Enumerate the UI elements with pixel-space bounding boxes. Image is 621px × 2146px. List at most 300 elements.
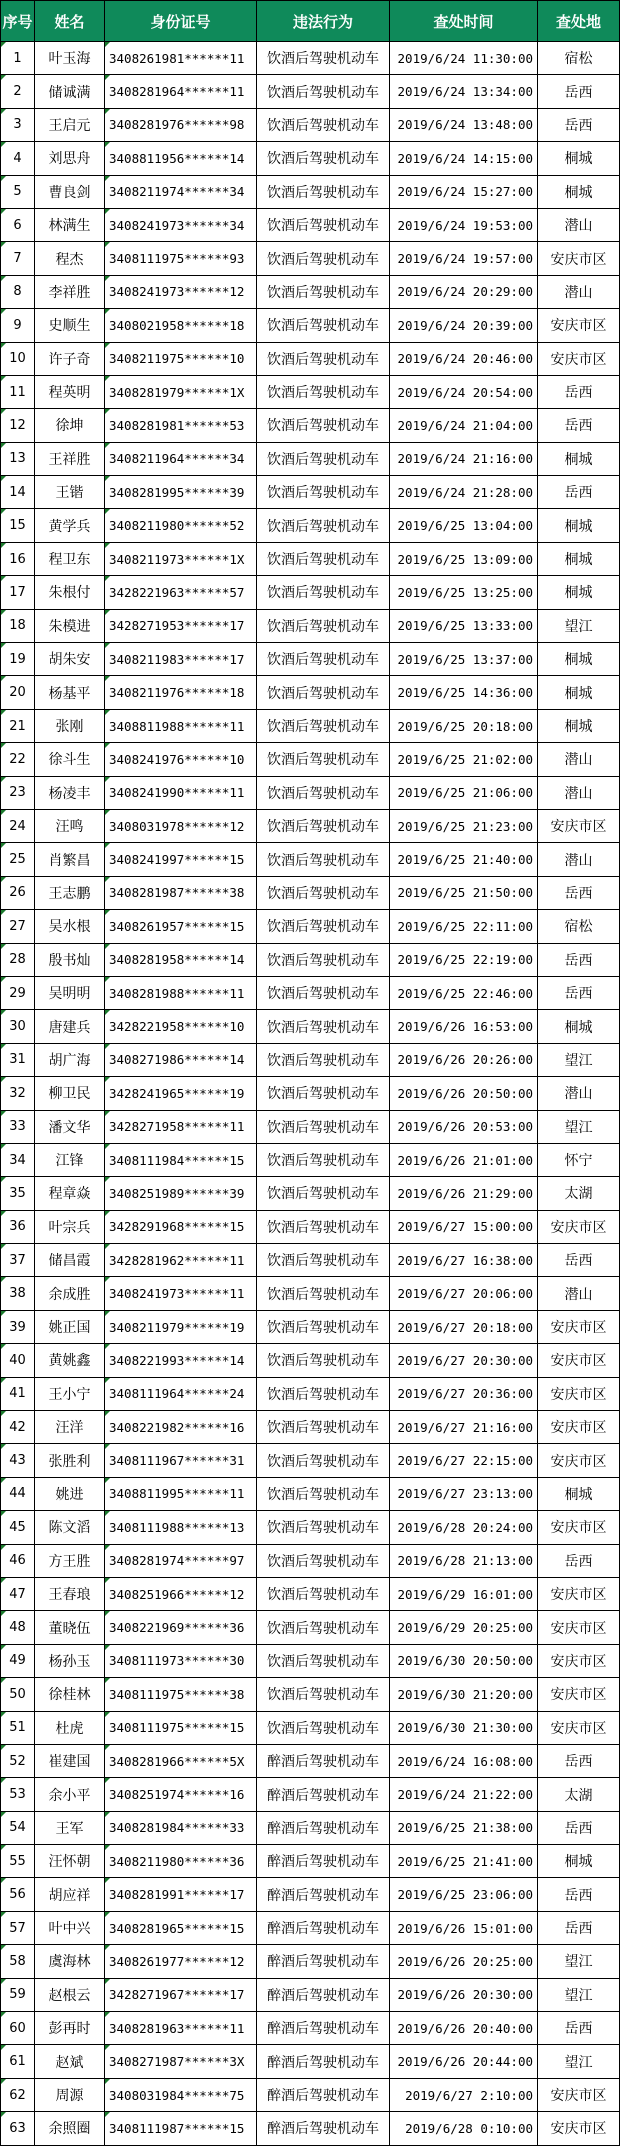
cell-place[interactable]: 岳西 — [538, 1812, 620, 1844]
cell-time[interactable]: 2019/6/27 21:16:00 — [390, 1411, 538, 1443]
cell-id-number[interactable]: 3408251989******39 — [105, 1177, 257, 1209]
cell-time[interactable]: 2019/6/26 20:53:00 — [390, 1111, 538, 1143]
cell-no[interactable]: 41 — [1, 1378, 35, 1410]
cell-time[interactable]: 2019/6/24 20:54:00 — [390, 376, 538, 408]
cell-place[interactable]: 桐城 — [538, 710, 620, 742]
cell-id-number[interactable]: 3428281962******11 — [105, 1244, 257, 1276]
cell-no[interactable]: 31 — [1, 1044, 35, 1076]
cell-place[interactable]: 岳西 — [538, 2012, 620, 2044]
cell-place[interactable]: 岳西 — [538, 1912, 620, 1944]
cell-name[interactable]: 黄姚鑫 — [35, 1344, 105, 1376]
cell-name[interactable]: 程卫东 — [35, 543, 105, 575]
cell-time[interactable]: 2019/6/25 22:11:00 — [390, 910, 538, 942]
cell-place[interactable]: 太湖 — [538, 1177, 620, 1209]
cell-place[interactable]: 安庆市区 — [538, 1678, 620, 1710]
cell-name[interactable]: 朱根付 — [35, 576, 105, 608]
cell-time[interactable]: 2019/6/24 21:16:00 — [390, 443, 538, 475]
cell-time[interactable]: 2019/6/24 21:28:00 — [390, 476, 538, 508]
cell-name[interactable]: 储昌霞 — [35, 1244, 105, 1276]
cell-id-number[interactable]: 3408031984******75 — [105, 2079, 257, 2111]
cell-time[interactable]: 2019/6/25 20:18:00 — [390, 710, 538, 742]
cell-id-number[interactable]: 3408281987******38 — [105, 877, 257, 909]
cell-time[interactable]: 2019/6/30 20:50:00 — [390, 1645, 538, 1677]
cell-place[interactable]: 桐城 — [538, 643, 620, 675]
cell-violation[interactable]: 醉酒后驾驶机动车 — [257, 1845, 390, 1877]
cell-time[interactable]: 2019/6/24 20:39:00 — [390, 309, 538, 341]
cell-id-number[interactable]: 3408281981******53 — [105, 409, 257, 441]
header-violation[interactable]: 违法行为 — [257, 1, 390, 41]
cell-no[interactable]: 14 — [1, 476, 35, 508]
cell-violation[interactable]: 饮酒后驾驶机动车 — [257, 1678, 390, 1710]
cell-id-number[interactable]: 3408281964******11 — [105, 75, 257, 107]
cell-no[interactable]: 50 — [1, 1678, 35, 1710]
cell-name[interactable]: 汪鸣 — [35, 810, 105, 842]
cell-place[interactable]: 安庆市区 — [538, 1511, 620, 1543]
cell-no[interactable]: 54 — [1, 1812, 35, 1844]
cell-id-number[interactable]: 3408221969******36 — [105, 1611, 257, 1643]
cell-time[interactable]: 2019/6/25 13:04:00 — [390, 509, 538, 541]
header-time[interactable]: 查处时间 — [390, 1, 538, 41]
cell-time[interactable]: 2019/6/24 15:27:00 — [390, 176, 538, 208]
cell-violation[interactable]: 醉酒后驾驶机动车 — [257, 1979, 390, 2011]
cell-no[interactable]: 3 — [1, 109, 35, 141]
cell-place[interactable]: 望江 — [538, 1111, 620, 1143]
cell-name[interactable]: 杨基平 — [35, 676, 105, 708]
cell-no[interactable]: 62 — [1, 2079, 35, 2111]
cell-name[interactable]: 史顺生 — [35, 309, 105, 341]
cell-id-number[interactable]: 3408211983******17 — [105, 643, 257, 675]
cell-violation[interactable]: 饮酒后驾驶机动车 — [257, 843, 390, 875]
cell-no[interactable]: 7 — [1, 242, 35, 274]
cell-no[interactable]: 34 — [1, 1144, 35, 1176]
cell-violation[interactable]: 饮酒后驾驶机动车 — [257, 209, 390, 241]
cell-time[interactable]: 2019/6/24 19:53:00 — [390, 209, 538, 241]
cell-id-number[interactable]: 3408261957******15 — [105, 910, 257, 942]
cell-place[interactable]: 桐城 — [538, 676, 620, 708]
cell-violation[interactable]: 饮酒后驾驶机动车 — [257, 1277, 390, 1309]
cell-id-number[interactable]: 3408221982******16 — [105, 1411, 257, 1443]
cell-name[interactable]: 潘文华 — [35, 1111, 105, 1143]
cell-place[interactable]: 潜山 — [538, 1077, 620, 1109]
cell-name[interactable]: 李祥胜 — [35, 276, 105, 308]
cell-no[interactable]: 22 — [1, 743, 35, 775]
cell-place[interactable]: 岳西 — [538, 944, 620, 976]
cell-place[interactable]: 潜山 — [538, 743, 620, 775]
cell-id-number[interactable]: 3408251966******12 — [105, 1578, 257, 1610]
cell-place[interactable]: 望江 — [538, 1945, 620, 1977]
cell-id-number[interactable]: 3408281963******11 — [105, 2012, 257, 2044]
cell-name[interactable]: 董晓伍 — [35, 1611, 105, 1643]
cell-id-number[interactable]: 3408211974******34 — [105, 176, 257, 208]
cell-id-number[interactable]: 3408241990******11 — [105, 777, 257, 809]
cell-place[interactable]: 桐城 — [538, 1478, 620, 1510]
cell-time[interactable]: 2019/6/25 13:09:00 — [390, 543, 538, 575]
cell-violation[interactable]: 饮酒后驾驶机动车 — [257, 877, 390, 909]
cell-no[interactable]: 55 — [1, 1845, 35, 1877]
cell-name[interactable]: 方王胜 — [35, 1545, 105, 1577]
cell-name[interactable]: 黄学兵 — [35, 509, 105, 541]
cell-no[interactable]: 11 — [1, 376, 35, 408]
cell-place[interactable]: 安庆市区 — [538, 2112, 620, 2144]
cell-name[interactable]: 林满生 — [35, 209, 105, 241]
cell-no[interactable]: 38 — [1, 1277, 35, 1309]
cell-violation[interactable]: 醉酒后驾驶机动车 — [257, 1778, 390, 1810]
cell-time[interactable]: 2019/6/25 14:36:00 — [390, 676, 538, 708]
cell-no[interactable]: 4 — [1, 142, 35, 174]
cell-violation[interactable]: 饮酒后驾驶机动车 — [257, 1311, 390, 1343]
cell-name[interactable]: 汪怀朝 — [35, 1845, 105, 1877]
cell-time[interactable]: 2019/6/25 21:41:00 — [390, 1845, 538, 1877]
cell-time[interactable]: 2019/6/24 19:57:00 — [390, 242, 538, 274]
cell-time[interactable]: 2019/6/26 21:01:00 — [390, 1144, 538, 1176]
cell-id-number[interactable]: 3408281995******39 — [105, 476, 257, 508]
cell-place[interactable]: 安庆市区 — [538, 309, 620, 341]
cell-no[interactable]: 49 — [1, 1645, 35, 1677]
cell-name[interactable]: 徐桂林 — [35, 1678, 105, 1710]
cell-no[interactable]: 63 — [1, 2112, 35, 2144]
cell-place[interactable]: 安庆市区 — [538, 1411, 620, 1443]
cell-id-number[interactable]: 3408211973******1X — [105, 543, 257, 575]
cell-id-number[interactable]: 3408111975******15 — [105, 1712, 257, 1744]
cell-time[interactable]: 2019/6/25 13:33:00 — [390, 610, 538, 642]
cell-time[interactable]: 2019/6/25 13:37:00 — [390, 643, 538, 675]
cell-name[interactable]: 王春琅 — [35, 1578, 105, 1610]
cell-no[interactable]: 30 — [1, 1010, 35, 1042]
cell-violation[interactable]: 饮酒后驾驶机动车 — [257, 676, 390, 708]
cell-name[interactable]: 姚正国 — [35, 1311, 105, 1343]
cell-name[interactable]: 汪洋 — [35, 1411, 105, 1443]
cell-place[interactable]: 岳西 — [538, 877, 620, 909]
cell-place[interactable]: 岳西 — [538, 977, 620, 1009]
cell-id-number[interactable]: 3408811995******11 — [105, 1478, 257, 1510]
cell-violation[interactable]: 饮酒后驾驶机动车 — [257, 242, 390, 274]
cell-time[interactable]: 2019/6/24 20:29:00 — [390, 276, 538, 308]
cell-place[interactable]: 安庆市区 — [538, 2079, 620, 2111]
cell-violation[interactable]: 饮酒后驾驶机动车 — [257, 1444, 390, 1476]
cell-name[interactable]: 唐建兵 — [35, 1010, 105, 1042]
cell-no[interactable]: 6 — [1, 209, 35, 241]
cell-name[interactable]: 吴明明 — [35, 977, 105, 1009]
cell-time[interactable]: 2019/6/26 20:40:00 — [390, 2012, 538, 2044]
cell-violation[interactable]: 饮酒后驾驶机动车 — [257, 710, 390, 742]
cell-name[interactable]: 殷书灿 — [35, 944, 105, 976]
cell-time[interactable]: 2019/6/27 23:13:00 — [390, 1478, 538, 1510]
cell-no[interactable]: 12 — [1, 409, 35, 441]
cell-place[interactable]: 潜山 — [538, 1277, 620, 1309]
cell-no[interactable]: 58 — [1, 1945, 35, 1977]
cell-violation[interactable]: 饮酒后驾驶机动车 — [257, 509, 390, 541]
cell-name[interactable]: 余照圈 — [35, 2112, 105, 2144]
cell-violation[interactable]: 饮酒后驾驶机动车 — [257, 1645, 390, 1677]
cell-violation[interactable]: 饮酒后驾驶机动车 — [257, 944, 390, 976]
cell-no[interactable]: 10 — [1, 343, 35, 375]
cell-id-number[interactable]: 3408261981******11 — [105, 42, 257, 74]
cell-violation[interactable]: 饮酒后驾驶机动车 — [257, 910, 390, 942]
cell-time[interactable]: 2019/6/29 20:25:00 — [390, 1611, 538, 1643]
cell-violation[interactable]: 饮酒后驾驶机动车 — [257, 1211, 390, 1243]
cell-time[interactable]: 2019/6/27 20:30:00 — [390, 1344, 538, 1376]
cell-id-number[interactable]: 3408211980******36 — [105, 1845, 257, 1877]
cell-no[interactable]: 9 — [1, 309, 35, 341]
cell-name[interactable]: 叶宗兵 — [35, 1211, 105, 1243]
cell-no[interactable]: 33 — [1, 1111, 35, 1143]
cell-no[interactable]: 27 — [1, 910, 35, 942]
cell-id-number[interactable]: 3408281984******33 — [105, 1812, 257, 1844]
cell-place[interactable]: 岳西 — [538, 109, 620, 141]
cell-place[interactable]: 安庆市区 — [538, 1344, 620, 1376]
cell-no[interactable]: 18 — [1, 610, 35, 642]
cell-place[interactable]: 岳西 — [538, 1244, 620, 1276]
cell-name[interactable]: 彭再时 — [35, 2012, 105, 2044]
cell-id-number[interactable]: 3428271967******17 — [105, 1979, 257, 2011]
cell-time[interactable]: 2019/6/26 16:53:00 — [390, 1010, 538, 1042]
cell-place[interactable]: 宿松 — [538, 42, 620, 74]
cell-id-number[interactable]: 3408221993******14 — [105, 1344, 257, 1376]
cell-violation[interactable]: 醉酒后驾驶机动车 — [257, 1812, 390, 1844]
cell-no[interactable]: 25 — [1, 843, 35, 875]
cell-violation[interactable]: 醉酒后驾驶机动车 — [257, 2079, 390, 2111]
cell-no[interactable]: 20 — [1, 676, 35, 708]
header-id[interactable]: 身份证号 — [105, 1, 257, 41]
cell-violation[interactable]: 饮酒后驾驶机动车 — [257, 1545, 390, 1577]
cell-violation[interactable]: 饮酒后驾驶机动车 — [257, 1344, 390, 1376]
cell-violation[interactable]: 饮酒后驾驶机动车 — [257, 1144, 390, 1176]
cell-place[interactable]: 桐城 — [538, 1845, 620, 1877]
cell-id-number[interactable]: 3408111964******24 — [105, 1378, 257, 1410]
cell-violation[interactable]: 饮酒后驾驶机动车 — [257, 1511, 390, 1543]
cell-time[interactable]: 2019/6/27 20:06:00 — [390, 1277, 538, 1309]
cell-place[interactable]: 宿松 — [538, 910, 620, 942]
cell-name[interactable]: 王锴 — [35, 476, 105, 508]
cell-place[interactable]: 安庆市区 — [538, 1444, 620, 1476]
cell-time[interactable]: 2019/6/25 21:02:00 — [390, 743, 538, 775]
cell-time[interactable]: 2019/6/27 20:36:00 — [390, 1378, 538, 1410]
cell-id-number[interactable]: 3408281979******1X — [105, 376, 257, 408]
cell-time[interactable]: 2019/6/25 21:40:00 — [390, 843, 538, 875]
cell-no[interactable]: 26 — [1, 877, 35, 909]
cell-name[interactable]: 叶玉海 — [35, 42, 105, 74]
cell-no[interactable]: 44 — [1, 1478, 35, 1510]
cell-time[interactable]: 2019/6/30 21:20:00 — [390, 1678, 538, 1710]
cell-no[interactable]: 35 — [1, 1177, 35, 1209]
cell-time[interactable]: 2019/6/26 20:44:00 — [390, 2045, 538, 2077]
cell-time[interactable]: 2019/6/24 11:30:00 — [390, 42, 538, 74]
cell-no[interactable]: 13 — [1, 443, 35, 475]
cell-place[interactable]: 岳西 — [538, 376, 620, 408]
cell-id-number[interactable]: 3408261977******12 — [105, 1945, 257, 1977]
cell-time[interactable]: 2019/6/25 21:50:00 — [390, 877, 538, 909]
cell-place[interactable]: 岳西 — [538, 75, 620, 107]
cell-name[interactable]: 肖繁昌 — [35, 843, 105, 875]
cell-id-number[interactable]: 3408271987******3X — [105, 2045, 257, 2077]
cell-time[interactable]: 2019/6/30 21:30:00 — [390, 1712, 538, 1744]
cell-violation[interactable]: 饮酒后驾驶机动车 — [257, 1478, 390, 1510]
cell-violation[interactable]: 醉酒后驾驶机动车 — [257, 2112, 390, 2144]
cell-id-number[interactable]: 3408211979******19 — [105, 1311, 257, 1343]
header-place[interactable]: 查处地 — [538, 1, 620, 41]
cell-violation[interactable]: 饮酒后驾驶机动车 — [257, 1411, 390, 1443]
cell-violation[interactable]: 醉酒后驾驶机动车 — [257, 1945, 390, 1977]
cell-time[interactable]: 2019/6/25 21:06:00 — [390, 777, 538, 809]
cell-violation[interactable]: 饮酒后驾驶机动车 — [257, 977, 390, 1009]
cell-id-number[interactable]: 3408211975******10 — [105, 343, 257, 375]
cell-time[interactable]: 2019/6/25 22:46:00 — [390, 977, 538, 1009]
cell-name[interactable]: 赵斌 — [35, 2045, 105, 2077]
cell-name[interactable]: 吴水根 — [35, 910, 105, 942]
cell-no[interactable]: 46 — [1, 1545, 35, 1577]
cell-violation[interactable]: 醉酒后驾驶机动车 — [257, 1745, 390, 1777]
cell-no[interactable]: 15 — [1, 509, 35, 541]
cell-place[interactable]: 桐城 — [538, 176, 620, 208]
cell-violation[interactable]: 饮酒后驾驶机动车 — [257, 343, 390, 375]
cell-place[interactable]: 岳西 — [538, 1545, 620, 1577]
cell-no[interactable]: 60 — [1, 2012, 35, 2044]
cell-id-number[interactable]: 3408021958******18 — [105, 309, 257, 341]
cell-no[interactable]: 57 — [1, 1912, 35, 1944]
cell-place[interactable]: 安庆市区 — [538, 1378, 620, 1410]
cell-no[interactable]: 8 — [1, 276, 35, 308]
cell-time[interactable]: 2019/6/27 20:18:00 — [390, 1311, 538, 1343]
cell-no[interactable]: 43 — [1, 1444, 35, 1476]
cell-name[interactable]: 胡朱安 — [35, 643, 105, 675]
cell-place[interactable]: 潜山 — [538, 777, 620, 809]
cell-id-number[interactable]: 3408111975******93 — [105, 242, 257, 274]
cell-id-number[interactable]: 3428241965******19 — [105, 1077, 257, 1109]
cell-violation[interactable]: 饮酒后驾驶机动车 — [257, 376, 390, 408]
cell-name[interactable]: 刘思舟 — [35, 142, 105, 174]
header-no[interactable]: 序号 — [1, 1, 35, 41]
cell-place[interactable]: 桐城 — [538, 443, 620, 475]
cell-violation[interactable]: 醉酒后驾驶机动车 — [257, 2045, 390, 2077]
cell-no[interactable]: 45 — [1, 1511, 35, 1543]
cell-name[interactable]: 王军 — [35, 1812, 105, 1844]
cell-violation[interactable]: 饮酒后驾驶机动车 — [257, 476, 390, 508]
cell-place[interactable]: 岳西 — [538, 476, 620, 508]
cell-id-number[interactable]: 3408251974******16 — [105, 1778, 257, 1810]
cell-place[interactable]: 岳西 — [538, 1878, 620, 1910]
cell-id-number[interactable]: 3408281958******14 — [105, 944, 257, 976]
cell-place[interactable]: 太湖 — [538, 1778, 620, 1810]
cell-id-number[interactable]: 3408111988******13 — [105, 1511, 257, 1543]
cell-violation[interactable]: 饮酒后驾驶机动车 — [257, 1611, 390, 1643]
cell-time[interactable]: 2019/6/25 22:19:00 — [390, 944, 538, 976]
cell-name[interactable]: 王启元 — [35, 109, 105, 141]
cell-time[interactable]: 2019/6/26 20:50:00 — [390, 1077, 538, 1109]
cell-violation[interactable]: 饮酒后驾驶机动车 — [257, 1111, 390, 1143]
cell-violation[interactable]: 饮酒后驾驶机动车 — [257, 409, 390, 441]
cell-time[interactable]: 2019/6/24 16:08:00 — [390, 1745, 538, 1777]
cell-place[interactable]: 望江 — [538, 1979, 620, 2011]
cell-name[interactable]: 程章焱 — [35, 1177, 105, 1209]
cell-no[interactable]: 39 — [1, 1311, 35, 1343]
cell-time[interactable]: 2019/6/25 21:23:00 — [390, 810, 538, 842]
cell-time[interactable]: 2019/6/27 15:00:00 — [390, 1211, 538, 1243]
cell-id-number[interactable]: 3408281965******15 — [105, 1912, 257, 1944]
cell-id-number[interactable]: 3408111967******31 — [105, 1444, 257, 1476]
cell-place[interactable]: 桐城 — [538, 142, 620, 174]
cell-time[interactable]: 2019/6/24 14:15:00 — [390, 142, 538, 174]
cell-name[interactable]: 王小宁 — [35, 1378, 105, 1410]
cell-no[interactable]: 21 — [1, 710, 35, 742]
cell-place[interactable]: 潜山 — [538, 843, 620, 875]
cell-time[interactable]: 2019/6/27 16:38:00 — [390, 1244, 538, 1276]
cell-id-number[interactable]: 3408241976******10 — [105, 743, 257, 775]
cell-id-number[interactable]: 3408211976******18 — [105, 676, 257, 708]
cell-violation[interactable]: 饮酒后驾驶机动车 — [257, 75, 390, 107]
cell-no[interactable]: 19 — [1, 643, 35, 675]
cell-place[interactable]: 望江 — [538, 1044, 620, 1076]
cell-place[interactable]: 潜山 — [538, 209, 620, 241]
cell-no[interactable]: 1 — [1, 42, 35, 74]
cell-id-number[interactable]: 3428271958******11 — [105, 1111, 257, 1143]
cell-place[interactable]: 桐城 — [538, 509, 620, 541]
cell-violation[interactable]: 饮酒后驾驶机动车 — [257, 777, 390, 809]
cell-name[interactable]: 程英明 — [35, 376, 105, 408]
cell-no[interactable]: 47 — [1, 1578, 35, 1610]
cell-place[interactable]: 潜山 — [538, 276, 620, 308]
cell-name[interactable]: 杨孙玉 — [35, 1645, 105, 1677]
cell-name[interactable]: 胡广海 — [35, 1044, 105, 1076]
cell-id-number[interactable]: 3408111984******15 — [105, 1144, 257, 1176]
cell-no[interactable]: 23 — [1, 777, 35, 809]
cell-id-number[interactable]: 3408281988******11 — [105, 977, 257, 1009]
cell-place[interactable]: 安庆市区 — [538, 1611, 620, 1643]
cell-name[interactable]: 江锋 — [35, 1144, 105, 1176]
cell-no[interactable]: 61 — [1, 2045, 35, 2077]
cell-violation[interactable]: 饮酒后驾驶机动车 — [257, 309, 390, 341]
cell-place[interactable]: 望江 — [538, 2045, 620, 2077]
cell-name[interactable]: 崔建国 — [35, 1745, 105, 1777]
cell-no[interactable]: 52 — [1, 1745, 35, 1777]
cell-violation[interactable]: 醉酒后驾驶机动车 — [257, 1912, 390, 1944]
cell-place[interactable]: 安庆市区 — [538, 1211, 620, 1243]
cell-violation[interactable]: 饮酒后驾驶机动车 — [257, 1578, 390, 1610]
cell-place[interactable]: 安庆市区 — [538, 1578, 620, 1610]
cell-id-number[interactable]: 3408811988******11 — [105, 710, 257, 742]
cell-name[interactable]: 虞海林 — [35, 1945, 105, 1977]
cell-violation[interactable]: 饮酒后驾驶机动车 — [257, 1712, 390, 1744]
cell-id-number[interactable]: 3408241973******34 — [105, 209, 257, 241]
cell-name[interactable]: 许子奇 — [35, 343, 105, 375]
cell-violation[interactable]: 饮酒后驾驶机动车 — [257, 109, 390, 141]
cell-time[interactable]: 2019/6/24 13:48:00 — [390, 109, 538, 141]
cell-time[interactable]: 2019/6/26 15:01:00 — [390, 1912, 538, 1944]
cell-id-number[interactable]: 3408241973******11 — [105, 1277, 257, 1309]
cell-name[interactable]: 赵根云 — [35, 1979, 105, 2011]
cell-place[interactable]: 桐城 — [538, 543, 620, 575]
cell-id-number[interactable]: 3408281974******97 — [105, 1545, 257, 1577]
cell-violation[interactable]: 饮酒后驾驶机动车 — [257, 543, 390, 575]
cell-no[interactable]: 42 — [1, 1411, 35, 1443]
cell-id-number[interactable]: 3408811956******14 — [105, 142, 257, 174]
cell-name[interactable]: 曹良剑 — [35, 176, 105, 208]
cell-no[interactable]: 59 — [1, 1979, 35, 2011]
cell-name[interactable]: 柳卫民 — [35, 1077, 105, 1109]
cell-id-number[interactable]: 3408281991******17 — [105, 1878, 257, 1910]
cell-name[interactable]: 余小平 — [35, 1778, 105, 1810]
cell-time[interactable]: 2019/6/25 23:06:00 — [390, 1878, 538, 1910]
cell-id-number[interactable]: 3408241973******12 — [105, 276, 257, 308]
cell-time[interactable]: 2019/6/24 13:34:00 — [390, 75, 538, 107]
cell-name[interactable]: 程杰 — [35, 242, 105, 274]
cell-violation[interactable]: 饮酒后驾驶机动车 — [257, 810, 390, 842]
cell-place[interactable]: 桐城 — [538, 1010, 620, 1042]
cell-violation[interactable]: 饮酒后驾驶机动车 — [257, 443, 390, 475]
cell-place[interactable]: 安庆市区 — [538, 242, 620, 274]
cell-place[interactable]: 岳西 — [538, 409, 620, 441]
cell-name[interactable]: 王祥胜 — [35, 443, 105, 475]
cell-time[interactable]: 2019/6/28 0:10:00 — [390, 2112, 538, 2144]
